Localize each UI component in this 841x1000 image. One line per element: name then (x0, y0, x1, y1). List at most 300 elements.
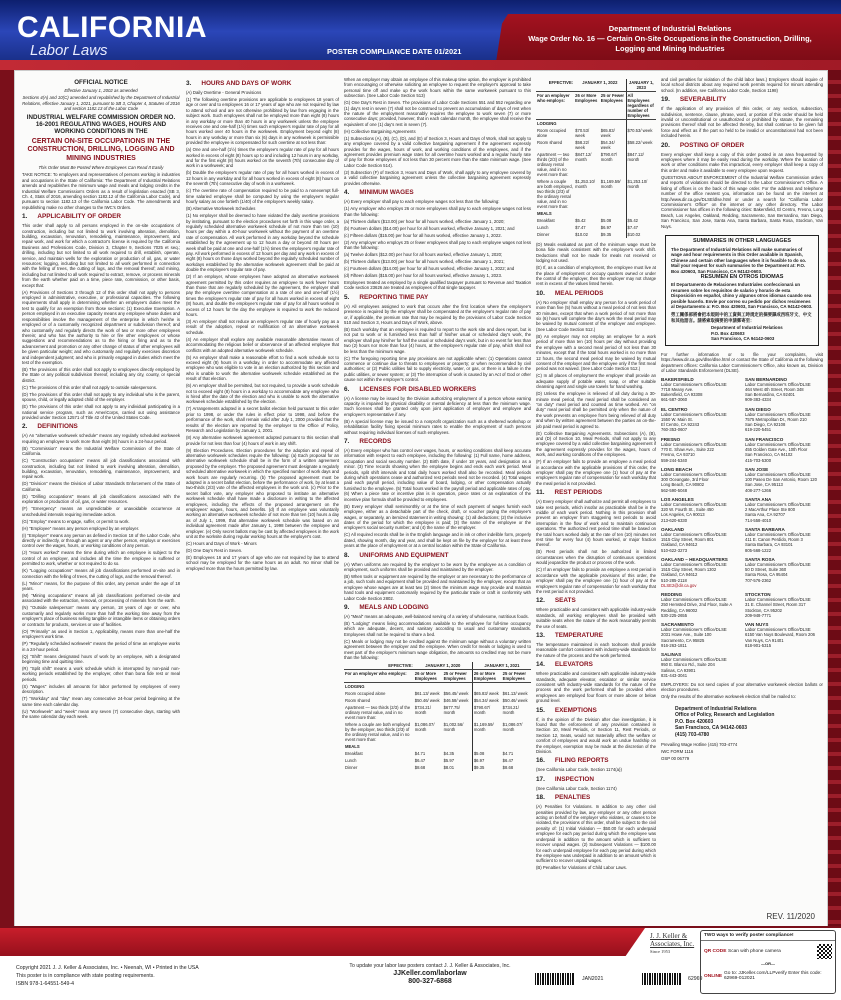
qr-label: QR CODE (704, 948, 727, 954)
table-row (536, 217, 656, 224)
office-line: Labor Commissioner's Office/DLSE (661, 411, 727, 417)
paragraph: (1) No employer shall be deemed to have violated the daily overtime provisions by instituting, pursuant to the election procedures set forth in this wage order, a regularly scheduled alternative workweek schedule of not more than ten (10) hours per day within a 40-hour workweek without the payment of an overtime rate of compensation. All work performed in any workday beyond the schedule established by the agreement up to 12 hours a day or beyond 40 hours per week shall be paid at one and one-half (1½) times the employee's regular rate of pay. All work performed in excess of 12 hours per day and any work in excess of eight (8) hours on those days worked beyond the regularly scheduled number of workdays established by the alternative workweek agreement shall be paid at double the employee's regular rate of pay. (186, 213, 339, 273)
section-number: 14. (536, 661, 545, 669)
table-cell: Room occupied alone (345, 691, 386, 697)
paragraph: The temperature maintained in each toolroom shall provide reasonable comfort consistent with industry-wide standards for the nature of the process and the work performed. (536, 641, 656, 658)
table-cell: $4.71 (414, 751, 426, 757)
isbn: ISBN 978-1-64551-549-4 (16, 981, 74, 987)
logo-text: J. J. Keller & Associates, Inc. (650, 932, 695, 948)
office-line: San Jose, CA 95113 (745, 482, 783, 488)
office-city: SAN DIEGO (745, 406, 771, 412)
address-line: (415) 703-4780 (675, 731, 710, 738)
notice-text: Effective January 1, 2002 as amended (64, 88, 138, 94)
office-line: 510-622-3273 (661, 547, 688, 553)
paragraph: (A) When uniforms are required by the employer to be worn by the employee as a condition of employment, such uniforms shall be provided and maintained by the employer. (344, 561, 531, 572)
paragraph: (D) The provisions of this order shall not apply to any individual who is the parent, spouse, child, or legally adopted child of the employer. (22, 391, 180, 403)
office-line: Van Nuys, CA 91401 (745, 637, 784, 643)
section-title: ELEVATORS (554, 661, 593, 669)
paragraph: (L) "Minor" means, for the purpose of this order, any person under the age of 18 years. (22, 580, 180, 592)
paragraph: (P) "Regularly scheduled workweek" means the period of time an employee works in a 24-hour period. (22, 641, 180, 652)
table-cell: $4.71 (502, 751, 514, 757)
paragraph: (C) Meals or lodging may not be credited against the minimum wage without a voluntary written agreement between the employer and the employee. When credit for meals or lodging is used to meet part of the employer's minimum wage obligation, the amounts so credited may not be more than the following: (344, 638, 531, 660)
office-line: Labor Commissioner's Office/DLSE (745, 501, 811, 507)
paragraph: (O) "Primarily" as used in Section 1, Applicability, means more than one-half the employee's work time. (22, 628, 180, 640)
paragraph: (3) An employer shall not reduce an employee's regular rate of hourly pay as a result of the adoption, repeal or nullification of an alternative workweek schedule. (186, 319, 339, 335)
table-cell: Room occupied alone (537, 128, 567, 138)
section-number: 3. (186, 80, 192, 87)
paragraph: (D) Unless the employee is relieved of all duty during a 30-minute meal period, the meal period shall be considered an "on duty" meal period and counted as time worked. An "on duty" meal period shall be permitted only when the nature of the work prevents an employee from being relieved of all duty and when by written agreement between the parties an on-the-job paid meal period is agreed to. (536, 391, 656, 429)
table-row (536, 127, 656, 139)
section-number: 8. (344, 551, 350, 559)
office-line: San Francisco, CA 94102 (745, 452, 793, 458)
paragraph: (1) The following overtime provisions are applicable to employees 18 years of age or over and to employees 16 or 17 years of age who are not required by law to attend school and are not otherwise prohibited by law from engaging in the subject work. Such employees shall not be employed more than eight (8) hours in any workday or more than 40 hours in any workweek unless the employee receives one and one-half (1½) times such employee's regular rate of pay for all hours worked over 40 hours in the workweek. Employment beyond eight (8) hours in any workday or more than six (6) days in any workweek is permissible provided the employee is compensated for such overtime at not less than: (186, 97, 339, 146)
office-city: LOS ANGELES (661, 496, 694, 502)
paragraph: (B) The provisions of this order shall not apply to employees directly employed by the State or any political subdivision thereof, including any city, county, or special district. (22, 366, 180, 383)
office-entry (661, 622, 739, 648)
order-name: Wage Order No. 16 — Certain On-Site Occupations in the Construction, Drilling, Logging and Mining Industries (528, 34, 812, 53)
paragraph: (J) "Hours worked" means the time during which an employee is subject to the control of an employer, and includes all the time the employee is suffered or permitted to work, whether or not required to do so. (22, 550, 180, 567)
paragraph: IWC FORM 1116 (661, 749, 694, 755)
office-line: Labor Commissioner's Office/DLSE (745, 627, 811, 633)
office-entry (661, 557, 739, 588)
office-line: 209-948-7771 (745, 612, 772, 618)
paragraph: (I) "Employer" means any person as defined in Section 18 of the Labor Code, who directly or indirectly, or through an agent or any other person, employs or exercises control over the wages, hours, or working conditions of any person. (22, 532, 180, 549)
paragraph: Where practicable and consistent with applicable industry-wide standards, adequate elevator, escalator or similar service consistent with industry-wide standards for the nature of the process and the work performed shall be provided when employees are employed four floors or more above or below ground level. (536, 671, 656, 704)
table-cell: $5.42 (626, 217, 656, 224)
table-row (536, 120, 656, 128)
table-cell: $54.34/ week (600, 140, 615, 150)
table-cell (414, 743, 443, 750)
table-cell: $56.45/ week (443, 691, 469, 697)
table-cell: Breakfast (345, 751, 363, 757)
paragraph: For further information or to file your complaints, visit https://www.dir.ca.gov/dlse/dlse.html or contact the State of California at the following department offices: California Labor Commissioner's Office, also known as, Division of Labor Standards Enforcement (DLSE). (661, 352, 823, 374)
qr-text: Scan with phone camera (728, 948, 781, 954)
office-entry (745, 497, 823, 523)
office-line: Labor Commissioner's Office/DLSE (661, 501, 727, 507)
paragraph: (8) Any alternative workweek agreement adopted pursuant to this section shall provide for not less than four (4) hours of work in any shift. (186, 435, 339, 446)
paragraph: (A) A license may be issued by the Division authorizing employment of a person whose earning capacity is impaired by physical disability or mental deficiency at less than the minimum wage. Such licenses shall be granted only upon joint application of employer and employee and employee's representative if any. (344, 395, 531, 417)
poster-header (0, 0, 841, 70)
table-cell: $7.47 (626, 224, 656, 231)
lodging-meal-credit-table (536, 79, 656, 238)
paragraph: (C) Hours and Days of Work - Minors (186, 541, 257, 546)
office-line: Labor Commissioner's Office/DLSE (745, 561, 811, 567)
table-row (536, 178, 656, 210)
office-line[interactable]: DLSE2@dir.ca.gov (661, 582, 697, 588)
paragraph: (2) Any employer who employs 25 or fewer employees shall pay to each employee wages not less than the following: (344, 239, 531, 250)
table-row (344, 743, 531, 750)
paragraph: EMPLOYERS: Do not send copies of your alternative workweek election ballots or election procedures. (661, 682, 823, 693)
office-line: 950 E. Blanco Rd., Suite 204 (661, 662, 715, 668)
section-heading (344, 294, 531, 302)
poster-body (14, 70, 828, 928)
paragraph: (2) Subsection (F) of Section 3, Hours and Days of Work, shall apply to any employee covered by a valid collective bargaining agreement unless the collective bargaining agreement expressly provides otherwise. (344, 169, 531, 186)
table-date-1: JANUARY 1, 2020 (414, 662, 473, 670)
table-cell: $5.97 (443, 758, 455, 764)
section-title: APPLICABILITY OF ORDER (37, 213, 122, 221)
paragraph: (A) Provisions of Sections 3 through 12 of this order shall not apply to persons employed in administrative, executive, or professional capacities. The following requirements shall apply in determining whether an employee's duties meet the test to qualify for an exemption from those sections: (1) Executive Exemption. A person employed in an executive capacity means any employee whose duties and responsibilities involve the management of the enterprise in which he/she is employed or of a customarily recognized department or subdivision thereof; and who customarily and regularly directs the work of two or more other employees therein; and who has the authority to hire or fire other employees or whose suggestions and recommendations as to the hiring or firing and as to the advancement and promotion or any other change of status of other employees will be given particular weight; and who customarily and regularly exercises discretion and independent judgment; and who is primarily engaged in duties which meet the test of the exemption. (22, 289, 180, 365)
table-cell: $10.02 (575, 232, 588, 237)
paragraph: (See California Labor Code, Section 1174) (536, 785, 617, 791)
section-title: INSPECTION (554, 775, 594, 783)
paragraph: This order shall apply to all persons employed in the on-site occupations of construction, including but not limited to work involving alteration, demolition, building, excavation, renovation, remodeling, maintenance, improvement, and repair work, and work for which a contractor's license is required by the California Business and Professions Code, Division 3, Chapter 9, Sections 7025 et seq.; drilling, including but not limited to all work required to drill, establish, operate, service, and maintain wells for the exploration or production of oil, gas, or water resources; logging, including but not limited to all work performed in connection with the felling of trees, the cutting of logs, and the removal thereof; and mining, including but not limited to all work required to extract, remove, or process minerals from the earth whether paid on a time, piece rate, commission, or other basis, except that: (22, 223, 180, 288)
resumen-text: El Departamento de Relaciones Industriales confeccionará un resumen sobre los requisitos de salario y horario de esta Disposición en español, chino y algunos otros idiomas cuando sea posible hacerlo. Envíe por correo su pedido por dichos resúmenes al Departamento a: P.O. Box 420603, San Francisco, CA 94142-0603. (671, 282, 813, 310)
office-line: 250 Hemsted Drive, 2nd Floor, Suite A (661, 602, 733, 608)
section-heading (536, 661, 656, 669)
jj-keller-logo (650, 932, 698, 956)
office-line: 510-285-2118 (661, 577, 687, 583)
section-title: REST PERIODS (554, 489, 603, 497)
table-row (344, 764, 531, 771)
paragraph: (C) In all places of employment the employer shall provide an adequate supply of potable water, soap, or other suitable cleansing agent and single use towels for hand washing. (536, 373, 656, 390)
office-line: 770 E. Shaw Ave., Suite 222 (661, 447, 715, 453)
section-title: MEALS AND LODGING (359, 603, 429, 611)
table-cell: Where a couple are both employed, two thirds (2/3) of the ordinary rental value, and in no event more than: (537, 179, 573, 209)
qr-code-icon[interactable] (817, 944, 832, 959)
table-cell: $677.75/ month (443, 705, 460, 716)
section-heading (344, 552, 531, 560)
office-list (661, 377, 823, 682)
table-employer-label: For an employer who employs: (536, 92, 574, 120)
paragraph: (b) Thirteen dollars ($13.00) per hour for all hours worked, effective January 1, 2021; (344, 258, 505, 264)
office-line: Los Angeles, CA 90013 (661, 512, 705, 518)
paragraph: (b) Double the employee's regular rate of pay for all hours worked in excess of 12 hours in any workday and for all hours worked in excess of eight (8) hours on the seventh (7th) consecutive day of work in a workweek. (186, 170, 339, 187)
office-entry (745, 407, 823, 433)
section-heading (344, 189, 531, 197)
mailing-address (675, 706, 823, 739)
qr-row (701, 941, 835, 961)
table-cell: $5.08 (472, 750, 501, 757)
table-date-2: JANUARY 1, 2023 (626, 79, 656, 92)
paragraph: (D) "Division" means the Division of Labor Standards Enforcement of the State of California. (22, 481, 180, 492)
table-cell (502, 683, 531, 691)
table-cell: $8.68 (502, 765, 514, 771)
office-line: 100 Paseo De San Antonio, Room 120 (745, 477, 817, 483)
office-entry (661, 437, 739, 463)
section-heading (344, 438, 531, 446)
product-code: 62969 (688, 976, 703, 982)
section-number: 10. (536, 289, 545, 297)
decorative-side-strip (828, 70, 841, 928)
table-cell: $65.83/ week (600, 128, 615, 138)
paragraph: (B) An employer may not employ an employee for a work period of more than ten (10) hours per day without providing the employee with a second meal period of not less than 30 minutes, except that if the total hours worked is no more than 12 hours, the second meal period may be waived by mutual consent of the employer and the employee only if the first meal period was not waived. (See Labor Code Section 512.) (536, 333, 656, 372)
paragraph: (E) "Drilling occupations" means all job classifications associated with the exploration or production of oil, gas, or water resources. (22, 493, 180, 505)
verify-compliance-box (700, 930, 836, 994)
office-line: 464 West 4th Street, Room 348 (745, 387, 804, 393)
table-cell: $61.13/ week (502, 691, 528, 697)
table-column-header: 25 or Fewer Employees (502, 670, 531, 683)
office-city: SANTA BARBARA (745, 526, 785, 532)
paragraph: (S) "Wages" includes all amounts for labor performed by employees of every description. (22, 683, 180, 695)
table-column-header: 25 or Fewer Employees (443, 670, 473, 683)
table-row (536, 210, 656, 217)
paragraph: (F) "Emergency" means an unpredictable or unavoidable occurrence at unscheduled intervals requiring immediate action. (22, 506, 180, 517)
table-cell: $58.22/ week (626, 139, 656, 151)
paragraph: (2) If an employer, whose employees have adopted an alternative workweek agreement permitted by this order requires an employee to work fewer hours than those that are regularly scheduled by the agreement, the employer shall pay the employee overtime compensation at a rate of one and one-half (1½) times the employee's regular rate of pay for all hours worked in excess of eight (8) hours, and double the employee's regular rate of pay for all hours worked in excess of 12 hours for the day the employee is required to work the reduced hours. (186, 274, 339, 317)
poster-title: CALIFORNIA (17, 11, 207, 44)
table-cell: $1,169.59/ month (472, 721, 501, 743)
section-number: 11. (536, 489, 545, 497)
paragraph: (a) Thirteen dollars ($13.00) per hour for all hours worked, effective January 1, 2020; (344, 218, 505, 224)
table-employer-label: For an employer who employs: (344, 670, 414, 683)
office-line: 714-558-4010 (745, 517, 772, 523)
office-line: 530-225-2655 (661, 612, 688, 618)
table-cell: MEALS (537, 211, 552, 216)
office-entry (661, 497, 739, 523)
office-line: 31 E. Channel Street, Room 317 (745, 602, 806, 608)
paragraph: (U) "Workweek" and "week" mean any seven (7) consecutive days, starting with the same calendar day each week. (22, 708, 180, 719)
paragraph: (B) Every employer shall semimonthly or at the time of each payment of wages furnish each employee, either as a detachable part of the check, draft, or voucher paying the employee's wages, or separately, an itemized statement in writing showing: (1) all deductions; (2) the inclusive dates of the period for which the employee is paid; (3) the name of the employee or the employee's social security number; and (4) the name of the employer. (344, 503, 531, 531)
office-city: SACRAMENTO (661, 621, 694, 627)
section-heading (22, 213, 180, 221)
section-number: 5. (344, 293, 350, 301)
office-line: 1550 W. Main St. (661, 417, 693, 423)
section-heading (536, 632, 656, 640)
office-line: Labor Commissioner's Office/DLSE (745, 471, 811, 477)
office-line: 805-568-1222 (745, 547, 772, 553)
section-title: HOURS AND DAYS OF WORK (201, 80, 292, 87)
office-line: 6150 Van Nuys Boulevard, Room 206 (745, 632, 815, 638)
section-heading (536, 776, 656, 784)
barcode-icon (642, 973, 682, 985)
paragraph: (N) "Outside salesperson" means any person, 18 years of age or over, who customarily and regularly works more than half the working time away from the employer's place of business selling tangible or intangible items or obtaining orders or contracts for products, services or use of facilities. (22, 605, 180, 627)
section-title: UNIFORMS AND EQUIPMENT (359, 551, 449, 559)
column-2 (186, 77, 339, 927)
section-heading (661, 96, 823, 104)
paragraph: (D) Meals evaluated as part of the minimum wage must be bona fide meals consistent with the employee's work shift. Deductions shall not be made for meals not received or lodging not used. (536, 242, 656, 264)
table-cell (626, 210, 656, 217)
office-line: 707-576-2362 (745, 577, 772, 583)
paragraph: (c) The overtime rate of compensation required to be paid to a nonexempt full-time salaried employee shall be computed by using the employee's regular hourly salary as one fortieth (1/40) of the employee's weekly salary. (186, 188, 339, 205)
paragraph: Only the results of the alternative workweek election shall be mailed to: (661, 694, 796, 700)
section-title: MINIMUM WAGES (359, 189, 414, 197)
office-city: SAN BERNARDINO (745, 376, 788, 382)
office-line: 909-383-4334 (745, 397, 772, 403)
office-line: Labor Commissioner's Office/DLSE (745, 597, 811, 603)
paragraph: (c) Fifteen dollars ($15.00) per hour for all hours worked, effective January 1, 2022. (344, 232, 502, 238)
table-cell (502, 743, 531, 750)
compliance-statement: This poster is in compliance with state posting requirements. (16, 973, 155, 979)
paragraph: (A) All employees assigned to work that occurs after the first location where the employee's presence is required by the employer shall be compensated at the employee's regular rate of pay or, if applicable, the premium rate that may be required by the provisions of Labor Code Section 510 and Section 3, Hours and Days of Work, above. (344, 303, 531, 325)
section-heading (536, 794, 656, 802)
verify-title: TWO ways to verify poster compliance! (701, 931, 835, 941)
table-cell (574, 120, 600, 128)
section-heading (536, 290, 656, 298)
table-cell: $790.67/ month (472, 704, 501, 721)
footer-contact (330, 962, 530, 986)
section-heading (536, 757, 656, 765)
table-row (344, 697, 531, 704)
paragraph: (7) Arrangements adopted in a secret ballot election held pursuant to this order prior to 1998, or under the rules in effect prior to 1998, and before the performance of the work, shall remain valid after July 1, 2000 provided that the results of the election are reported by the employer to the Office of Policy, Research and Legislation by January 1, 2001. (186, 406, 339, 434)
section-number: 6. (344, 385, 350, 393)
paragraph: If, in the opinion of the Division after due investigation, it is found that the enforcement of any provision contained in Section 10, Meal Periods, or Section 11, Rest Periods, or Section 12, Seats, would not materially affect the welfare or comfort of employees and would work an undue hardship on the employer, exemption may be made at the discretion of the Division. (536, 716, 656, 755)
paragraph: (1) Subsections (A), (B), (C), (D), and (E) of Section 3, Hours and Days of Work, shall not apply to any employee covered by a valid collective bargaining agreement if the agreement expressly provides for the wages, hours of work, and working conditions of the employees, and if the agreement provides premium wage rates for all overtime hours worked and a regular hourly rate of pay for those employees of not less than 30 percent more than the state minimum wage. (See Labor Code Section 514). (344, 135, 531, 168)
office-line: Labor Commissioner's Office/DLSE (661, 471, 727, 477)
address-line: Department of Industrial Relations (675, 705, 757, 712)
office-entry (745, 557, 823, 588)
column-5 (661, 77, 823, 902)
summaries-box (665, 235, 819, 346)
table-cell: $734.21/ month (502, 705, 519, 716)
or-divider: —OR— (761, 961, 775, 966)
table-row (344, 721, 531, 743)
section-heading (536, 489, 656, 497)
office-city: REDDING (661, 591, 683, 597)
office-line: Labor Commissioner's Office/DLSE (661, 531, 727, 537)
table-cell: $6.97 (600, 225, 612, 230)
contact-url[interactable]: JJKeller.com/laborlaw (393, 970, 467, 977)
poster-subtitle: Labor Laws (30, 42, 108, 59)
office-entry (745, 622, 823, 648)
office-city: SANTA ANA (745, 496, 772, 502)
office-line: 50 D Street, Suite 360 (745, 567, 787, 573)
poster-footer (0, 928, 841, 1000)
section-number: 1. (22, 213, 28, 221)
column-4 (536, 77, 656, 927)
table-cell: Breakfast (537, 218, 555, 223)
table-cell: $1,253.10/ month (575, 179, 595, 189)
office-entry (661, 407, 739, 433)
office-entry (661, 592, 739, 618)
office-line: 818-901-5315 (745, 642, 772, 648)
table-cell: Room shared (345, 698, 371, 704)
paragraph: (B) Each workday that an employee is required to report to the work site and does report, but is not put to work or is furnished less than half of his/her usual or scheduled day's work, the employer shall pay him/her for half the usual or scheduled day's work, but in no event for less than two (2) hours nor more than four (4) hours, at the employee's regular rate of pay, which shall not be less than the minimum wage. (344, 326, 531, 354)
table-row (536, 151, 656, 178)
paragraph: (E) Collective Bargaining Agreements. Subsections (A), (B), and (D) of Section 10, Meal Periods, shall not apply to any employee covered by a valid collective bargaining agreement if the agreement expressly provides for the wages, hours of work, and working conditions of the employees. (536, 430, 656, 458)
update-text: To update your labor law posters contact J. J. Keller & Associates, Inc. (349, 963, 511, 969)
office-line: Labor Commissioner's Office/DLSE (661, 657, 727, 663)
section-number: 7. (344, 438, 350, 446)
table-cell (600, 210, 626, 217)
table-cell: $9.35 (472, 764, 501, 771)
section-title: REPORTING TIME PAY (359, 293, 429, 301)
online-row (701, 966, 835, 986)
section-number: 16. (536, 757, 545, 765)
table-cell: $8.68 (414, 765, 426, 771)
section-title: LICENSES FOR DISABLED WORKERS (359, 385, 477, 393)
notice-heading: OFFICIAL NOTICE (74, 79, 128, 86)
table-cell: $65.83/ week (472, 690, 501, 697)
footer-legal (16, 964, 199, 988)
office-line: Labor Commissioner's Office/DLSE (745, 381, 811, 387)
office-line: Santa Ana, CA 92707 (745, 512, 786, 518)
paragraph: (a) One and one-half (1½) times the employee's regular rate of pay for all hours worked in excess of eight (8) hours up to and including 12 hours in any workday, and for the first eight (8) hours worked on the seventh (7th) consecutive day of work in a workweek; and (186, 147, 339, 169)
table-cell (443, 683, 473, 691)
section-number: 12. (536, 597, 545, 605)
table-cell (443, 743, 473, 750)
paragraph: (G) "Employ" means to engage, suffer, or permit to work. (22, 518, 130, 524)
table-cell: $9.35 (600, 232, 612, 237)
paragraph: (B) A special license may be issued to a nonprofit organization such as a sheltered workshop or rehabilitation facility fixing special minimum rates to enable the employment of such persons without requiring individual licenses of such employees. (344, 418, 531, 435)
table-cell (472, 683, 501, 691)
chinese-text: 勞工關係部將會把本規則中的工資與工時規定的摘要譯成西班牙文、中文和其他語言。請將索取摘要的申請郵寄至： (671, 312, 812, 323)
paragraph: (C) The provisions of this order shall not apply to outside salespersons. (22, 384, 158, 390)
section-title: EXEMPTIONS (554, 706, 597, 714)
lodging-meal-credit-table (344, 662, 531, 771)
table-row (536, 139, 656, 151)
office-entry (661, 527, 739, 553)
date-code: JAN2021 (582, 976, 604, 982)
paragraph: (9) Election Procedures. Election procedures for the adoption and repeal of alternative workweek schedules require the following: (a) Each proposal for an alternative workweek schedule shall be in the form of a written agreement proposed by the employer. The proposed agreement must designate a regularly scheduled alternative workweek in which the specified number of work days and work hours are regularly recurring. (b) The proposed agreement must be adopted in a secret ballot election, before the performance of work, by at least a two-thirds (2/3) vote of the affected employees in the work unit. (c) Prior to the secret ballot vote, any employer who proposed to institute an alternative workweek schedule shall have made a disclosure in writing to the affected employees, including the effects of the proposed arrangement on the employees' wages, hours, and benefits. (d) If an employee was voluntarily working an alternative workweek schedule of not more than ten (10) hours a day as of July 1, 1999, that alternative workweek schedule was based on an individual agreement made after January 1, 1998 between the employee and employer. (e) Only secret ballots may be cast by affected employees in the work unit at the worksite during regular working hours at the employer's cost. (186, 447, 339, 539)
office-entry (745, 467, 823, 493)
office-line: 411 E. Canon Perdido, Room 3 (745, 537, 803, 543)
section-title: MEAL PERIODS (554, 289, 604, 297)
table-cell: Lunch (537, 225, 549, 230)
column-1 (22, 77, 180, 927)
paragraph: (C) If an employer fails to provide an employee a rest period in accordance with the applicable provisions of this order, the employer shall pay the employee one (1) hour of pay at the employee's regular rate of compensation for each workday that the rest period is not provided. (536, 567, 656, 594)
section-heading (344, 386, 531, 394)
summaries-text: The Department of Industrial Relations will make summaries of wage and hour requirements in this Order available in Spanish, Chinese and certain other languages when it is feasible to do so. Mail your request for such summaries to the Department at: P.O. Box 420603, San Francisco, CA 94142-0603. (671, 246, 807, 274)
section-number: 20. (661, 141, 670, 149)
office-line: Labor Commissioner's Office/DLSE (661, 561, 727, 567)
office-line: Long Beach, CA 90802 (661, 482, 705, 488)
section-title: DEFINITIONS (37, 423, 78, 431)
section-heading (344, 604, 531, 612)
office-line: Redding, CA 96002 (661, 607, 698, 613)
office-line: 455 Golden Gate Ave., 10th Floor (745, 447, 808, 453)
table-cell: LODGING (537, 121, 557, 126)
office-line: 559-244-5340 (661, 457, 688, 463)
section-title: POSTING OF ORDER (679, 141, 745, 149)
paragraph: (T) "Workday" and "day" mean any consecutive 24-hour period beginning at the same time each calendar day. (22, 696, 180, 707)
office-line: 661-587-3060 (661, 397, 688, 403)
office-city: OAKLAND – HEADQUARTERS (661, 556, 728, 562)
office-line: 7718 Meany Ave. (661, 387, 694, 393)
notice-heading-red: CERTAIN ON-SITE OCCUPATIONS IN THE CONSTRUCTION, DRILLING, LOGGING AND MINING INDUSTRIES (27, 137, 175, 162)
notice-heading: INDUSTRIAL WELFARE COMMISSION ORDER NO. 16-2001 REGULATING WAGES, HOURS AND WORKING CONDITIONS IN THE (26, 113, 176, 136)
table-cell: $790.67/ month (600, 152, 618, 162)
table-cell: $70.53/ week (575, 128, 590, 138)
since-text: Since 1953 (650, 949, 671, 954)
paragraph: (a) Twelve dollars ($12.00) per hour for all hours worked, effective January 1, 2020; (344, 251, 503, 257)
summaries-address: Department of Industrial Relations P.O. Box 420603 San Francisco, CA 94142-0603 (711, 325, 783, 342)
office-line: Labor Commissioner's Office/DLSE (745, 411, 811, 417)
office-entry (745, 437, 823, 463)
office-line: Labor Commissioner's Office/DLSE (661, 597, 727, 603)
table-cell: Where a couple are both employed by the employer, two thirds (2/3) of the ordinary rental value, and in no event more than: (345, 722, 411, 743)
office-city: SAN JOSE (745, 466, 769, 472)
summaries-title: SUMMARIES IN OTHER LANGUAGES (692, 237, 792, 244)
resumen-title: RESUMEN EN OTROS IDIOMAS (700, 273, 784, 280)
online-text: Go to: JJKeller.com/LLPverify Enter this code: 62969-012021 (723, 971, 822, 981)
table-cell: $1,086.07/ month (502, 722, 523, 733)
table-cell: $1,086.07/ month (414, 722, 435, 733)
section-title: SEVERABILITY (679, 96, 727, 104)
office-line: El Centro, CA 92243 (661, 422, 700, 428)
table-cell: $8.01 (443, 765, 455, 771)
table-cell (600, 120, 626, 128)
office-line: 619-220-5451 (745, 427, 772, 433)
table-effective-label: EFFECTIVE: (536, 79, 574, 92)
paragraph: (d) Fifteen dollars ($15.00) per hour for all hours worked, effective January 1, 2023. (344, 272, 503, 278)
paragraph: (G) One Day's Rest in Seven. The provisions of Labor Code Sections 551 and 552 regarding one (1) day's rest in seven (7) shall not be construed to prevent an accumulation of days of rest when the nature of the employment reasonably requires the employee to work seven (7) or more consecutive days; provided, however, that in each calendar month, the employee shall receive the equivalent of one (1) day's rest in seven (7). (344, 100, 531, 127)
table-cell: $50.46/ week (502, 698, 528, 704)
section-number: 15. (536, 706, 545, 714)
table-cell: $5.42 (575, 218, 586, 223)
paragraph: (B) Alternative Workweek Schedules (186, 206, 256, 212)
table-cell (472, 743, 501, 750)
paragraph: (B) "Commission" means the Industrial Welfare Commission of the State of California. (22, 445, 180, 457)
paragraph: (A) Every employer shall pay to each employee wages not less than the following: (344, 199, 500, 205)
paragraph: (Q) "Shift" means designated hours of work by an employee, with a designated beginning time and quitting time. (22, 653, 180, 664)
table-cell: MEALS (345, 744, 360, 750)
paragraph: (F) If an employer fails to provide an employee a meal period in accordance with the applicable provisions of this order, the employer shall pay the employee one (1) hour of pay at the employee's regular rate of compensation for each workday that the meal period is not provided. (536, 459, 656, 486)
office-entry (745, 377, 823, 403)
table-effective-label: EFFECTIVE: (344, 662, 414, 670)
paragraph: Every employer shall keep a copy of this order posted in an area frequented by employees where it may be easily read during the workday. Where the location of work or other conditions make this impractical, every employer shall keep a copy of this order and make it available to every employee upon request. (661, 151, 823, 173)
paragraph: (A) An "alternative workweek schedule" means any regularly scheduled workweek requiring an employee to work more than eight (8) hours in a 24-hour period. (22, 433, 180, 444)
office-line: Bakersfield, CA 93308 (661, 392, 703, 398)
